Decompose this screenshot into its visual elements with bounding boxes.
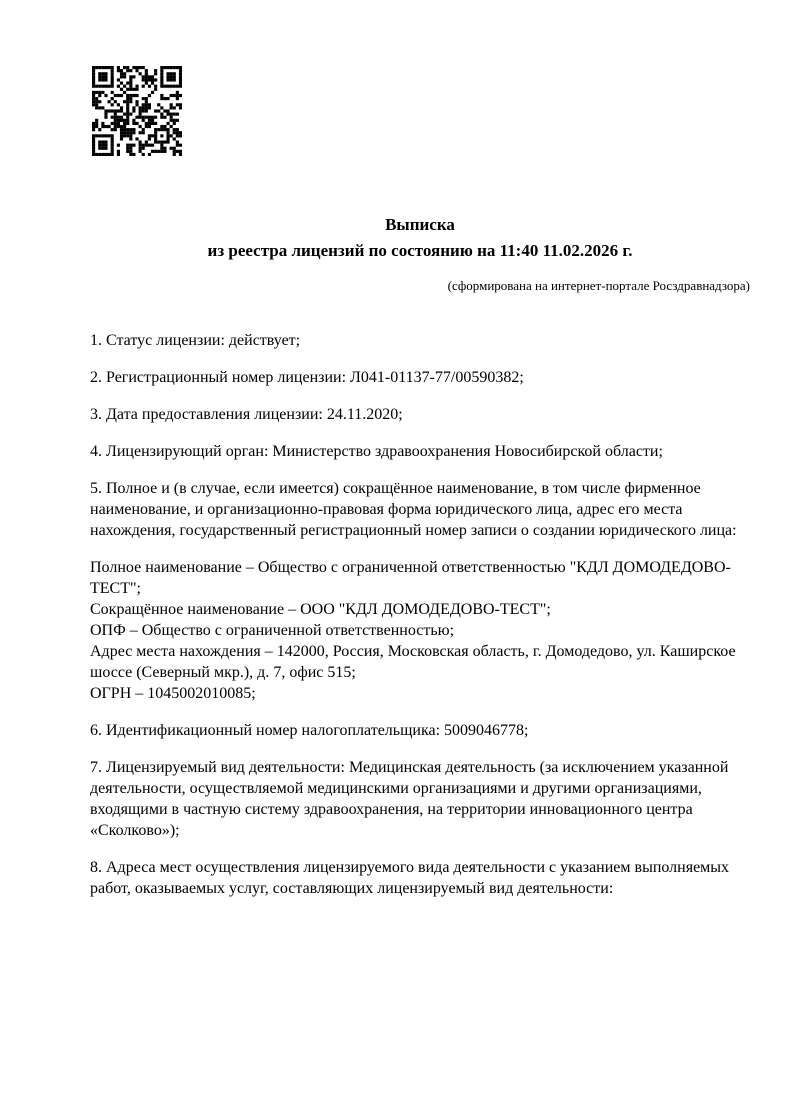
document-body [90,330,750,899]
organization-details [90,557,750,704]
paragraph-activity-type: 7. Лицензируемый вид деятельности: Медицинская деятельность (за исключением указанной деятельности, осуществляемой медицинскими организациями и другими организациями, входящими в частную систему здравоохранения, на территории инновационного центра «Сколково»); [90,759,729,839]
qr-code-icon [92,66,182,156]
paragraph-license-status: 1. Статус лицензии: действует; [90,332,301,349]
org-full-name: Полное наименование – Общество с ограниченной ответственностью "КДЛ ДОМОДЕДОВО-ТЕСТ"; [90,559,731,597]
org-ogrn: ОГРН – 1045002010085; [90,685,256,702]
paragraph-inn: 6. Идентификационный номер налогоплательщика: 5009046778; [90,722,529,739]
title-line-2: из реестра лицензий по состоянию на 11:40 11.02.2026 г. [207,241,633,260]
title-line-1: Выписка [385,215,455,234]
org-legal-form: ОПФ – Общество с ограниченной ответственностью; [90,622,455,639]
document-subtitle: (сформирована на интернет-портале Росздравнадзора) [447,278,750,293]
paragraph-activity-address: 8. Адреса мест осуществления лицензируемого вида деятельности с указанием выполняемых работ, оказываемых услуг, составляющих лицензируемый вид деятельности: [90,859,730,897]
org-address: Адрес места нахождения – 142000, Россия, Московская область, г. Домодедово, ул. Каширское шоссе (Северный мкр.), д. 7, офис 515; [90,643,736,681]
paragraph-entity-intro: 5. Полное и (в случае, если имеется) сокращённое наименование, в том числе фирменное наименование, и организационно-правовая форма юридического лица, адрес его места нахождения, государственный регистрационный номер записи о создании юридического лица: [90,480,737,539]
paragraph-grant-date: 3. Дата предоставления лицензии: 24.11.2020; [90,406,403,423]
paragraph-licensing-authority: 4. Лицензирующий орган: Министерство здравоохранения Новосибирской области; [90,443,663,460]
document-title [90,212,750,264]
org-short-name: Сокращённое наименование – ООО "КДЛ ДОМОДЕДОВО-ТЕСТ"; [90,601,551,618]
document-page [0,66,791,1120]
paragraph-registration-number: 2. Регистрационный номер лицензии: Л041-01137-77/00590382; [90,369,524,386]
